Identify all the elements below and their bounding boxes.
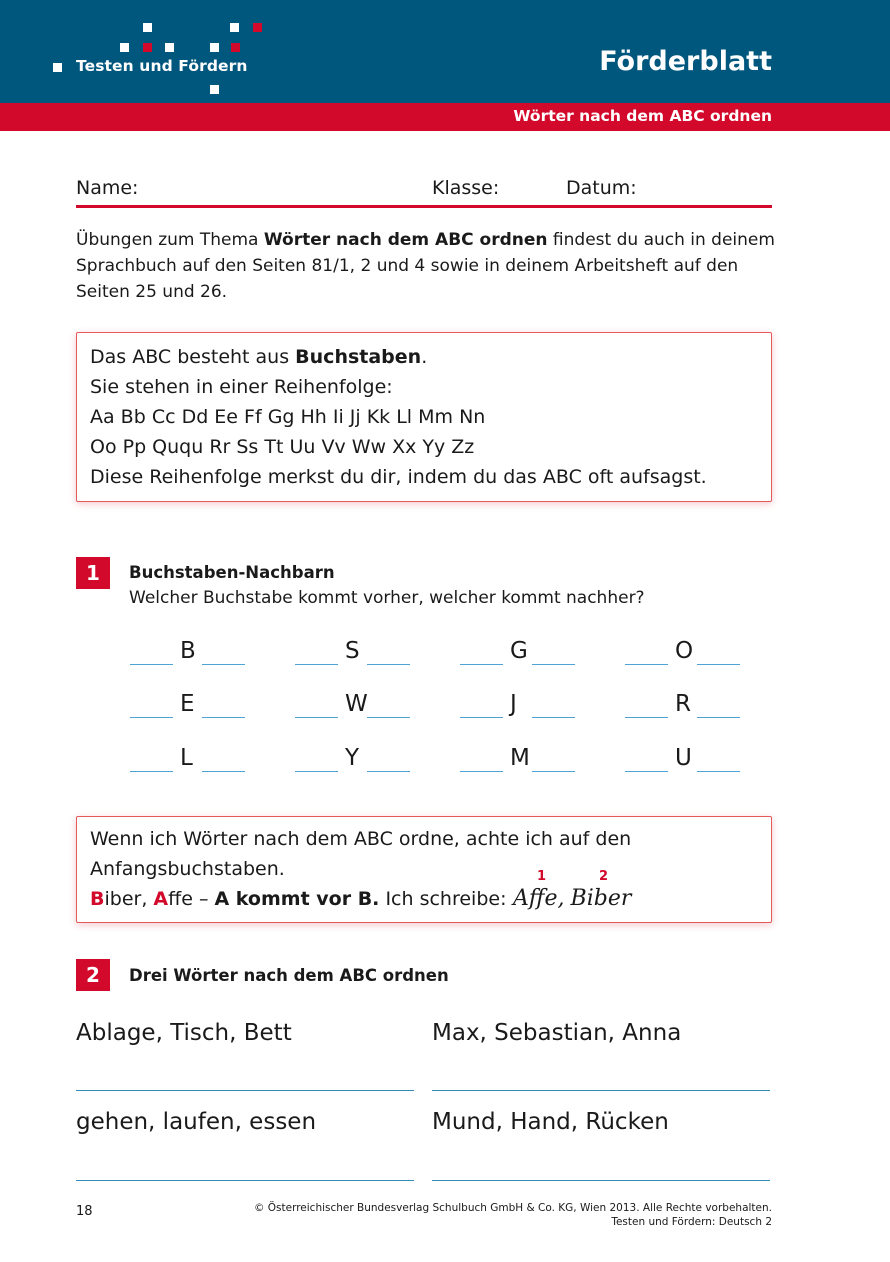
blank-after[interactable]: [697, 717, 740, 718]
handwritten-answer: Affe, Biber: [513, 886, 632, 911]
blank-after[interactable]: [202, 717, 245, 718]
word-group: Max, Sebastian, Anna: [432, 1020, 682, 1046]
alphabet-line: Oo Pp Ququ Rr Ss Tt Uu Vv Ww Xx Yy Zz: [90, 436, 475, 458]
class-label: Klasse:: [432, 177, 500, 199]
task-question: Welcher Buchstabe kommt vorher, welcher kommt nachher?: [129, 588, 645, 608]
given-letter: L: [180, 745, 193, 771]
given-letter: B: [180, 638, 196, 664]
sheet-title: Förderblatt: [599, 46, 772, 77]
blank-before[interactable]: [625, 664, 668, 665]
name-label: Name:: [76, 177, 139, 199]
blank-after[interactable]: [367, 664, 410, 665]
task-number: 2: [76, 959, 110, 991]
rule-example: Biber, Affe – A kommt vor B. Ich schreibe:: [90, 888, 507, 910]
order-index: 1: [537, 869, 547, 884]
info-line: Das ABC besteht aus Buchstaben.: [90, 346, 428, 368]
blank-after[interactable]: [532, 664, 575, 665]
date-label: Datum:: [566, 177, 637, 199]
info-box: [76, 332, 772, 502]
given-letter: O: [675, 638, 694, 664]
blank-after[interactable]: [202, 664, 245, 665]
blank-before[interactable]: [295, 771, 338, 772]
given-letter: G: [510, 638, 528, 664]
blank-before[interactable]: [295, 664, 338, 665]
blank-after[interactable]: [697, 771, 740, 772]
blank-after[interactable]: [697, 664, 740, 665]
task-title: Drei Wörter nach dem ABC ordnen: [129, 966, 449, 985]
intro-topic: Wörter nach dem ABC ordnen: [263, 230, 548, 250]
intro-text: Übungen zum Thema Wörter nach dem ABC ordnen findest du auch in deinem Sprachbuch auf den Seiten 81/1, 2 und 4 sowie in deinem Arbeitsheft auf den Seiten 25 und 26.: [76, 230, 775, 302]
info-line: Diese Reihenfolge merkst du dir, indem du das ABC oft aufsagst.: [90, 466, 707, 488]
answer-line[interactable]: [432, 1180, 770, 1181]
blank-after[interactable]: [532, 771, 575, 772]
name-class-date-row: [76, 177, 772, 208]
info-line: Sie stehen in einer Reihenfolge:: [90, 376, 393, 398]
blank-before[interactable]: [460, 664, 503, 665]
blank-before[interactable]: [130, 717, 173, 718]
order-index: 2: [599, 869, 609, 884]
given-letter: E: [180, 691, 195, 717]
blank-after[interactable]: [367, 771, 410, 772]
brand-name: Testen und Fördern: [76, 57, 248, 75]
word-group: Ablage, Tisch, Bett: [76, 1020, 292, 1046]
given-letter: J: [510, 691, 517, 717]
answer-line[interactable]: [432, 1090, 770, 1091]
given-letter: Y: [345, 745, 360, 771]
blank-after[interactable]: [202, 771, 245, 772]
blank-before[interactable]: [625, 771, 668, 772]
blank-before[interactable]: [130, 664, 173, 665]
alphabet-line: Aa Bb Cc Dd Ee Ff Gg Hh Ii Jj Kk Ll Mm Nn: [90, 406, 486, 428]
blank-before[interactable]: [460, 717, 503, 718]
blank-before[interactable]: [625, 717, 668, 718]
given-letter: S: [345, 638, 360, 664]
given-letter: M: [510, 745, 530, 771]
blank-after[interactable]: [532, 717, 575, 718]
word-group: gehen, laufen, essen: [76, 1109, 317, 1135]
rule-box: [76, 816, 772, 923]
blank-before[interactable]: [295, 717, 338, 718]
sheet-subtitle: Wörter nach dem ABC ordnen: [513, 107, 772, 125]
given-letter: W: [345, 691, 368, 717]
task-number: 1: [76, 557, 110, 589]
rule-line: Anfangsbuchstaben.: [90, 858, 285, 880]
given-letter: R: [675, 691, 691, 717]
blank-after[interactable]: [367, 717, 410, 718]
blank-before[interactable]: [460, 771, 503, 772]
task-title: Buchstaben-Nachbarn: [129, 563, 335, 582]
page-number: 18: [76, 1204, 93, 1219]
answer-line[interactable]: [76, 1180, 414, 1181]
given-letter: U: [675, 745, 692, 771]
blank-before[interactable]: [130, 771, 173, 772]
rule-line: Wenn ich Wörter nach dem ABC ordne, achte ich auf den: [90, 828, 632, 850]
copyright: © Österreichischer Bundesverlag Schulbuch GmbH & Co. KG, Wien 2013. Alle Rechte vorbehalten. Testen und Fördern: Deutsch 2: [253, 1202, 772, 1228]
word-group: Mund, Hand, Rücken: [432, 1109, 669, 1135]
answer-line[interactable]: [76, 1090, 414, 1091]
